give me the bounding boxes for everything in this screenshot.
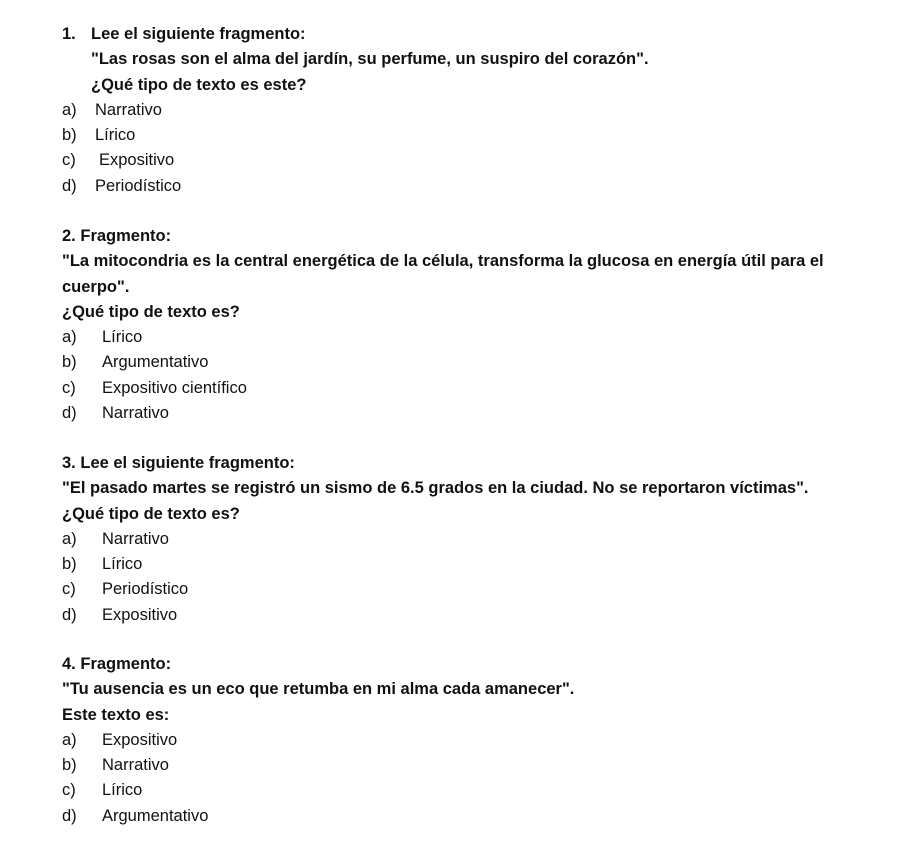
option-letter: a) <box>62 328 77 347</box>
option-letter: a) <box>62 100 77 119</box>
option-letter: d) <box>62 605 77 624</box>
option-text: Argumentativo <box>102 806 209 825</box>
question-number: 1. <box>62 25 76 43</box>
question-title: Lee el siguiente fragmento: <box>80 454 295 472</box>
option-text: Lírico <box>102 781 143 800</box>
option-letter: c) <box>62 151 76 170</box>
question-header <box>62 22 892 47</box>
option-text: Narrativo <box>102 756 169 775</box>
question-fragment: "El pasado martes se registró un sismo de 6.5 grados en la ciudad. No se reportaron víctimas". <box>62 479 809 498</box>
option-text: Lírico <box>102 555 143 574</box>
question-number: 2. <box>62 227 76 245</box>
option-letter: d) <box>62 404 77 423</box>
question-number: 3. <box>62 454 76 472</box>
question-header <box>62 652 892 677</box>
option-text: Periodístico <box>102 580 189 599</box>
option-b[interactable] <box>62 552 892 577</box>
option-text: Expositivo científico <box>102 378 247 397</box>
question-2 <box>62 224 892 426</box>
option-text: Narrativo <box>95 100 162 119</box>
option-b[interactable] <box>62 350 892 375</box>
question-header <box>62 224 892 249</box>
option-letter: b) <box>62 756 77 775</box>
option-letter: a) <box>62 730 77 749</box>
question-1 <box>62 22 892 199</box>
option-text: Argumentativo <box>102 353 209 372</box>
question-title: Fragmento: <box>80 655 172 673</box>
option-text: Lírico <box>95 126 136 145</box>
option-letter: b) <box>62 126 77 145</box>
option-letter: b) <box>62 555 77 574</box>
option-c[interactable] <box>62 577 892 602</box>
option-text: Expositivo <box>99 151 175 170</box>
option-c[interactable] <box>62 778 892 803</box>
option-a[interactable] <box>62 527 892 552</box>
option-a[interactable] <box>62 325 892 350</box>
option-d[interactable] <box>62 804 892 829</box>
question-3 <box>62 451 892 628</box>
option-a[interactable] <box>62 728 892 753</box>
option-b[interactable] <box>62 123 892 148</box>
option-b[interactable] <box>62 753 892 778</box>
question-prompt: ¿Qué tipo de texto es este? <box>91 75 307 94</box>
question-prompt: Este texto es: <box>62 705 170 724</box>
question-title: Fragmento: <box>80 227 172 245</box>
question-number: 4. <box>62 655 76 673</box>
option-text: Narrativo <box>102 529 169 548</box>
option-letter: d) <box>62 806 77 825</box>
option-letter: c) <box>62 378 76 397</box>
question-header <box>62 451 892 476</box>
option-letter: b) <box>62 353 77 372</box>
option-letter: c) <box>62 580 76 599</box>
option-text: Periodístico <box>95 176 182 195</box>
question-fragment: "Las rosas son el alma del jardín, su perfume, un suspiro del corazón". <box>91 50 649 69</box>
option-letter: d) <box>62 176 77 195</box>
option-text: Expositivo <box>102 730 178 749</box>
option-a[interactable] <box>62 98 892 123</box>
option-text: Expositivo <box>102 605 178 624</box>
question-fragment: "La mitocondria es la central energética de la célula, transforma la glucosa en energía útil para el cuerpo". <box>62 252 824 296</box>
question-prompt: ¿Qué tipo de texto es? <box>62 302 240 321</box>
question-fragment: "Tu ausencia es un eco que retumba en mi alma cada amanecer". <box>62 680 575 699</box>
option-d[interactable] <box>62 603 892 628</box>
question-title: Lee el siguiente fragmento: <box>91 25 306 43</box>
option-c[interactable] <box>62 376 892 401</box>
question-prompt: ¿Qué tipo de texto es? <box>62 504 240 523</box>
option-d[interactable] <box>62 174 892 199</box>
option-c[interactable] <box>62 148 892 173</box>
option-text: Narrativo <box>102 404 169 423</box>
option-letter: c) <box>62 781 76 800</box>
question-4 <box>62 652 892 829</box>
option-text: Lírico <box>102 328 143 347</box>
option-d[interactable] <box>62 401 892 426</box>
option-letter: a) <box>62 529 77 548</box>
